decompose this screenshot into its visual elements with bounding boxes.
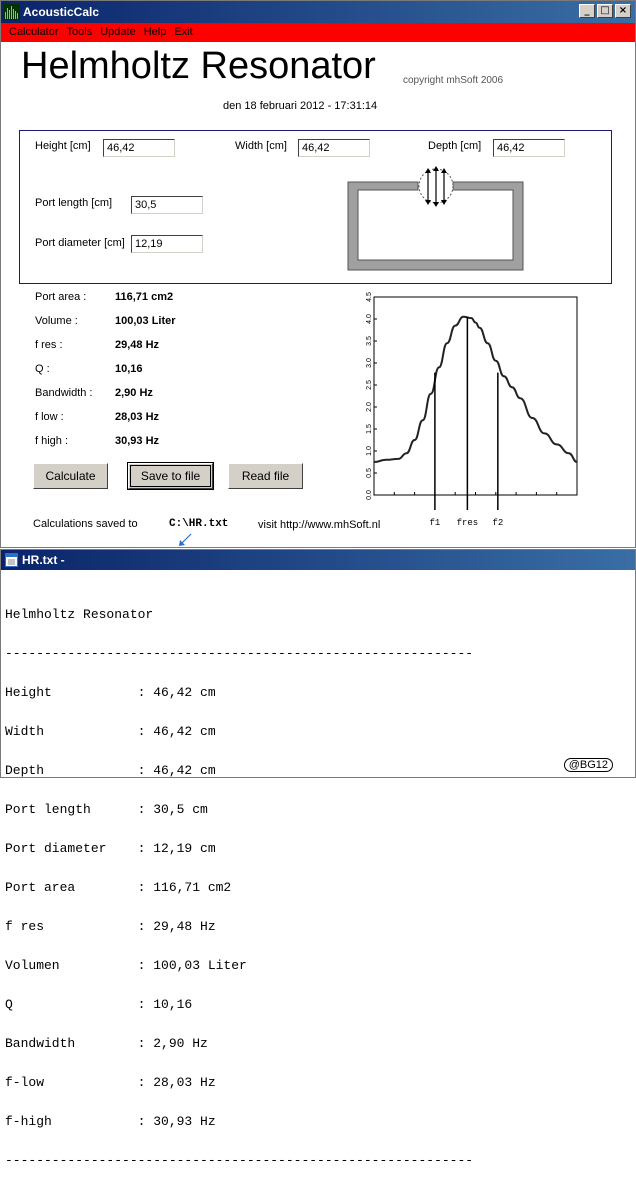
menu-update[interactable]: Update [100, 26, 136, 38]
width-field[interactable]: 46,42 [298, 139, 370, 157]
menu-tools[interactable]: Tools [66, 26, 93, 38]
flow-value: 28,03 Hz [115, 411, 160, 423]
height-label: Height [cm] [35, 140, 91, 152]
port-diameter-label: Port diameter [cm] [35, 237, 125, 249]
marker-label: f1 [429, 518, 441, 528]
app-icon [4, 4, 20, 20]
resonance-chart [359, 289, 584, 534]
text-line: Height : 46,42 cm [5, 685, 216, 700]
y-tick-label: 3.0 [366, 358, 373, 368]
y-tick-label: 1.5 [366, 424, 373, 434]
text-line: Port length : 30,5 cm [5, 802, 208, 817]
fres-label: f res : [35, 339, 63, 351]
fhigh-value: 30,93 Hz [115, 435, 160, 447]
bandwidth-value: 2,90 Hz [115, 387, 153, 399]
window-title: AcousticCalc [23, 5, 100, 19]
minimize-button[interactable]: _ [579, 4, 595, 18]
copyright-text: copyright mhSoft 2006 [403, 75, 504, 86]
notepad-window [0, 549, 636, 1168]
website-link[interactable]: visit http://www.mhSoft.nl [258, 519, 381, 531]
y-tick-label: 2.0 [366, 402, 373, 412]
page-title: Helmholtz Resonator [21, 45, 376, 87]
menu-help[interactable]: Help [143, 26, 167, 38]
flow-label: f low : [35, 411, 64, 423]
menu-exit[interactable]: Exit [174, 26, 193, 38]
y-tick-label: 1.0 [366, 446, 373, 456]
q-value: 10,16 [115, 363, 143, 375]
text-line: Width : 46,42 cm [5, 724, 216, 739]
resonator-diagram [340, 166, 530, 276]
watermark-badge: @BG12 [564, 758, 613, 772]
port-length-field[interactable]: 30,5 [131, 196, 203, 214]
menu-calculator[interactable]: Calculator [9, 26, 59, 38]
plot-frame [374, 297, 577, 495]
response-curve [374, 317, 577, 462]
calculate-button[interactable]: Calculate [33, 463, 108, 489]
notepad-text-area[interactable] [5, 582, 473, 1193]
read-file-button[interactable]: Read file [228, 463, 303, 489]
dimensions-panel [19, 130, 612, 284]
maximize-button[interactable]: □ [597, 4, 613, 18]
text-line: f res : 29,48 Hz [5, 919, 216, 934]
text-line: Bandwidth : 2,90 Hz [5, 1036, 208, 1051]
saved-path: C:\HR.txt [169, 518, 229, 530]
port-diameter-field[interactable]: 12,19 [131, 235, 203, 253]
width-label: Width [cm] [235, 140, 287, 152]
text-line: Helmholtz Resonator [5, 607, 154, 622]
notepad-title-bar[interactable] [1, 550, 635, 570]
bandwidth-label: Bandwidth : [35, 387, 93, 399]
y-tick-label: 4.0 [366, 314, 373, 324]
depth-label: Depth [cm] [428, 140, 482, 152]
close-button[interactable]: × [615, 4, 631, 18]
port-area-label: Port area : [35, 291, 87, 303]
menu-bar [1, 23, 635, 42]
text-line: Volumen : 100,03 Liter [5, 958, 247, 973]
notepad-title: HR.txt - [22, 553, 65, 567]
datetime-text: den 18 februari 2012 - 17:31:14 [223, 100, 378, 112]
text-line: Q : 10,16 [5, 997, 193, 1012]
fres-value: 29,48 Hz [115, 339, 160, 351]
notepad-file-icon [5, 553, 18, 567]
acousticcalc-window [0, 0, 636, 548]
saved-label: Calculations saved to [33, 518, 138, 530]
text-line: f-low : 28,03 Hz [5, 1075, 216, 1090]
save-to-file-button[interactable]: Save to file [128, 463, 213, 489]
y-tick-label: 0.0 [366, 490, 373, 500]
y-tick-label: 4.5 [366, 292, 373, 302]
text-line: Port diameter : 12,19 cm [5, 841, 216, 856]
marker-label: f2 [492, 518, 504, 528]
pointer-arrow-icon [177, 533, 193, 547]
text-line: f-high : 30,93 Hz [5, 1114, 216, 1129]
q-label: Q : [35, 363, 50, 375]
port-area-value: 116,71 cm2 [115, 291, 174, 303]
text-line: Port area : 116,71 cm2 [5, 880, 232, 895]
y-tick-label: 0.5 [366, 468, 373, 478]
marker-label: fres [456, 518, 479, 528]
text-line: ------------------------------------------------------------ [5, 1153, 474, 1168]
height-field[interactable]: 46,42 [103, 139, 175, 157]
volume-value: 100,03 Liter [115, 315, 176, 327]
depth-field[interactable]: 46,42 [493, 139, 565, 157]
y-tick-label: 2.5 [366, 380, 373, 390]
title-bar[interactable] [1, 1, 635, 23]
port-length-label: Port length [cm] [35, 197, 113, 209]
y-tick-label: 3.5 [366, 336, 373, 346]
volume-label: Volume : [35, 315, 78, 327]
fhigh-label: f high : [35, 435, 69, 447]
text-line: Depth : 46,42 cm [5, 763, 216, 778]
text-line: ------------------------------------------------------------ [5, 646, 474, 661]
